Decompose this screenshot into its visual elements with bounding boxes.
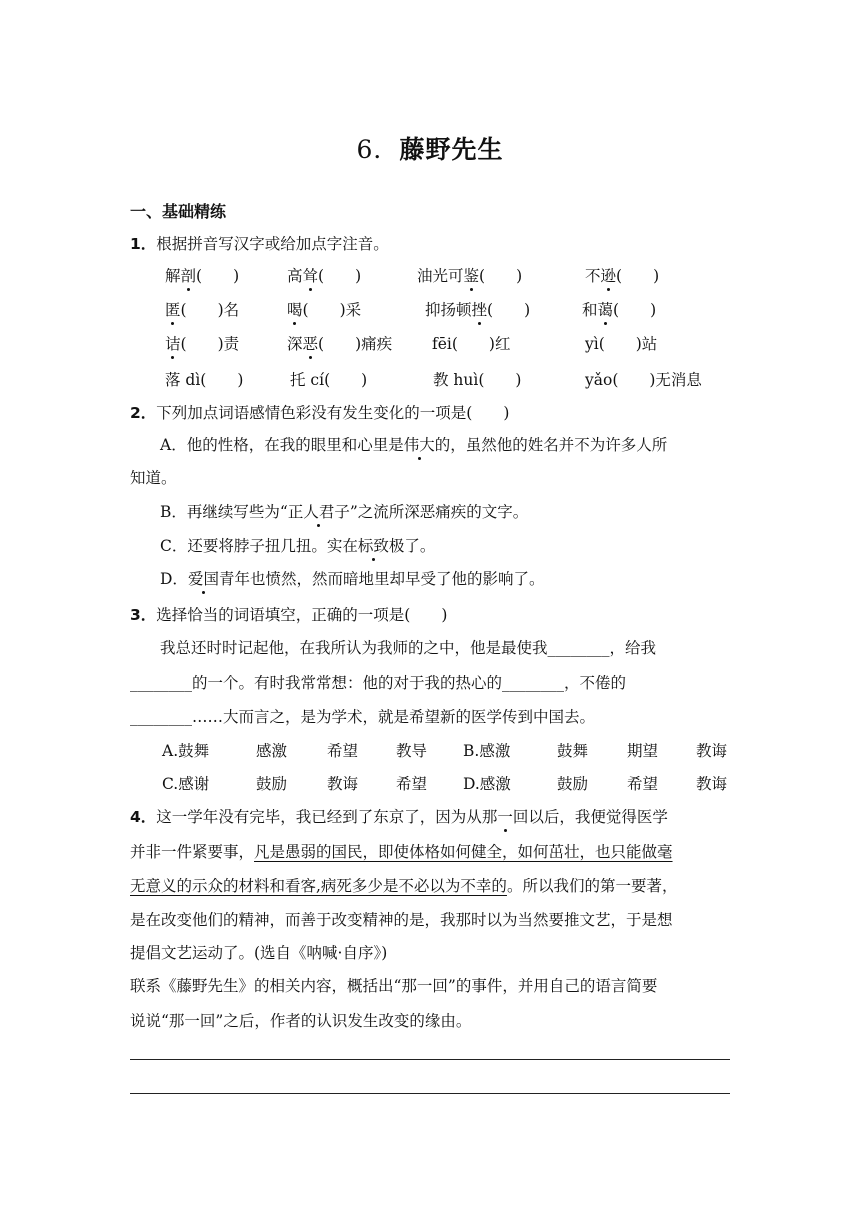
question-1-prompt: 1．根据拼音写汉字或给加点字注音。: [130, 235, 389, 253]
q3-option-word: 鼓励: [557, 775, 589, 793]
question-4-line: 4．这一学年没有完毕，我已经到了东京了，因为从那一回以后，我便觉得医学: [130, 805, 668, 827]
q3-option-word: 感激: [256, 742, 288, 760]
q1-item: 托 cí( ): [290, 371, 368, 389]
q1-item: 喝( )采: [287, 298, 361, 320]
question-4-line: 说说“那一回”之后，作者的认识发生改变的缘由。: [130, 1012, 472, 1030]
answer-line[interactable]: [130, 1059, 730, 1060]
q2-option-d: D．爱国青年也愤然，然而暗地里却早受了他的影响了。: [160, 567, 544, 589]
section-heading: 一、基础精练: [130, 202, 227, 221]
question-4-line: 并非一件紧要事，凡是愚弱的国民，即使体格如何健全，如何茁壮，也只能做毫: [130, 843, 673, 861]
q3-option-word: B.感激: [463, 742, 511, 760]
q3-option-word: 期望: [627, 742, 659, 760]
q1-item: 教 huì( ): [433, 371, 522, 389]
q1-item: yǎo( )无消息: [585, 371, 702, 389]
q2-option-a: A．他的性格，在我的眼里和心里是伟大的，虽然他的姓名并不为许多人所: [160, 433, 667, 455]
q3-option-word: 希望: [327, 742, 359, 760]
answer-line[interactable]: [130, 1093, 730, 1094]
question-4-line: 联系《藤野先生》的相关内容，概括出“那一回”的事件，并用自己的语言简要: [130, 977, 658, 995]
q1-item: yì( )站: [585, 335, 658, 353]
q3-passage: ________……大而言之，是为学术，就是希望新的医学传到中国去。: [130, 708, 596, 726]
q1-item: 落 dì( ): [165, 371, 244, 389]
q3-option-word: 鼓励: [256, 775, 288, 793]
question-3-prompt: 3．选择恰当的词语填空，正确的一项是( ): [130, 606, 448, 624]
question-4-line: 是在改变他们的精神，而善于改变精神的是，我那时以为当然要推文艺，于是想: [130, 911, 673, 929]
q1-item: 和蔼( ): [582, 298, 656, 320]
page-title: 6．藤野先生: [356, 135, 504, 164]
q1-item: 抑扬顿挫( ): [425, 298, 530, 320]
q3-passage: 我总还时时记起他，在我所认为我师的之中，他是最使我________，给我: [160, 639, 657, 657]
q3-option-word: A.鼓舞: [162, 742, 210, 760]
q3-option-word: 教诲: [327, 775, 359, 793]
q1-item: 油光可鉴( ): [417, 264, 522, 286]
q1-item: 诘( )责: [165, 332, 239, 354]
q3-option-word: 希望: [627, 775, 659, 793]
question-4-line: 提倡文艺运动了。(选自《呐喊·自序》): [130, 944, 388, 962]
question-4-line: 无意义的示众的材料和看客,病死多少是不必以为不幸的。所以我们的第一要著，: [130, 877, 678, 895]
q3-option-word: 鼓舞: [557, 742, 589, 760]
q2-option-a-cont: 知道。: [130, 469, 177, 487]
q3-option-word: 教诲: [696, 742, 728, 760]
q1-item: 高耸( ): [287, 264, 361, 286]
q1-item: fēi( )红: [432, 335, 511, 353]
q3-option-word: 教诲: [696, 775, 728, 793]
q2-option-b: B．再继续写些为“正人君子”之流所深恶痛疾的文字。: [160, 500, 528, 522]
q3-option-word: 希望: [396, 775, 428, 793]
q1-item: 解剖( ): [165, 264, 239, 286]
q2-option-c: C．还要将脖子扭几扭。实在标致极了。: [160, 534, 435, 556]
q1-item: 深恶( )痛疾: [287, 332, 392, 354]
q1-item: 匿( )名: [165, 298, 239, 320]
q3-option-word: C.感谢: [162, 775, 210, 793]
q3-passage: ________的一个。有时我常常想：他的对于我的热心的________，不倦的: [130, 674, 627, 692]
q3-option-word: D.感激: [463, 775, 511, 793]
q3-option-word: 教导: [396, 742, 428, 760]
question-2-prompt: 2．下列加点词语感情色彩没有发生变化的一项是( ): [130, 404, 510, 422]
q1-item: 不逊( ): [585, 264, 659, 286]
